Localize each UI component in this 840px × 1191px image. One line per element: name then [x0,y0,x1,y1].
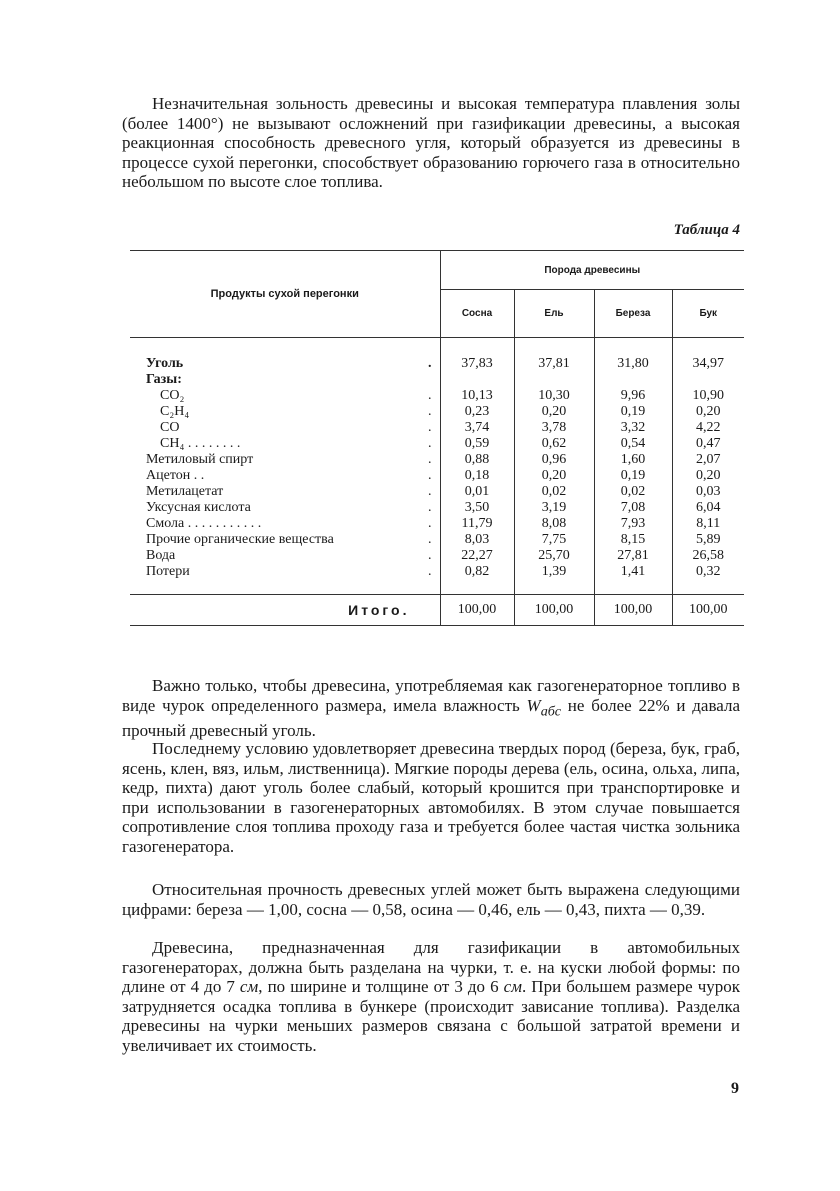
cell-value: 0,82 [440,564,514,580]
row-label-text: Уголь [146,356,184,371]
unit-cm-2: см [503,977,523,996]
table-row [130,436,744,452]
leader-dot: . [428,532,432,547]
row-label-text: Метилацетат [146,484,224,499]
paragraph-chunks [122,938,740,1055]
cell-value: 6,04 [696,500,721,515]
row-label [130,532,440,548]
row-label [130,452,440,468]
table-row [130,468,744,484]
table-row [130,532,744,548]
row-label-text: Смола . . . . . . . . . . . [146,516,262,531]
table-row [130,420,744,436]
paragraph-moisture [122,676,740,741]
cell-value: 0,19 [594,404,672,420]
moisture-symbol: W [526,695,541,715]
cell-value: 8,08 [514,516,594,532]
cell-value: 3,32 [594,420,672,436]
cell-value: 4,22 [696,420,721,435]
cell-value: 8,03 [440,532,514,548]
table-gap [130,580,744,595]
cell-value [672,372,744,388]
cell-value: 8,15 [594,532,672,548]
row-label [130,356,440,372]
cell-value: 31,80 [594,356,672,372]
paragraph-strength: Относительная прочность древесных углей может быть выражена следующими цифрами: береза — 1,00, сосна — 0,58, осина — 0,46, ель — 0,43, пихта — 0,39. [122,880,740,919]
cell-value: 0,02 [514,484,594,500]
moisture-subscript: абс [540,702,562,719]
row-label [130,500,440,516]
cell-value: 0,47 [696,436,721,451]
row-label-text: CO₂ [160,388,185,403]
row-label-text: Метиловый спирт [146,452,254,467]
p5-start: Древесина, предназначенная для газификации в автомобильных газогенераторах, должна быть разделана на чурки, т. е. на куски любой формы: по длине от 4 до 7 [122,938,740,996]
leader-dot: . [428,452,432,467]
row-label-text: Ацетон . . [146,468,205,483]
row-label-text: C₂H₄ [160,404,190,419]
total-value: 100,00 [514,595,594,626]
row-label [130,404,440,420]
row-label-text: CH₄ . . . . . . . . [160,436,241,451]
cell-value: 8,11 [696,516,721,531]
table-row [130,564,744,580]
table-row [130,516,744,532]
cell-value: 1,60 [594,452,672,468]
header-products: Продукты сухой перегонки [130,251,440,338]
row-label-text: Потери [146,564,190,579]
total-value: 100,00 [672,595,744,626]
leader-dot: . [428,548,432,563]
cell-value: 10,13 [440,388,514,404]
cell-value: 26,58 [692,548,724,563]
cell-value: 1,41 [594,564,672,580]
cell-value: 10,90 [692,388,724,403]
cell-value: 34,97 [692,356,724,371]
cell-value: 9,96 [594,388,672,404]
paragraph-intro: Незначительная зольность древесины и высокая температура плавления золы (более 1400°) не вызывают осложнений при газификации древесины, а высокая реакционная способность древесного угля, который образуется из древесины в процессе сухой перегонки, способствует образованию горючего газа в относительно небольшом по высоте слое топлива. [122,94,740,191]
leader-dot: . [428,356,432,371]
cell-value: 2,07 [696,452,721,467]
row-label [130,372,440,388]
cell-value: 27,81 [594,548,672,564]
table-row [130,484,744,500]
cell-value [594,372,672,388]
p5-mid: , по ширине и толщине от 3 до 6 [258,977,504,996]
cell-value: 0,96 [514,452,594,468]
row-label-text: Газы: [146,372,182,387]
cell-value: 10,30 [514,388,594,404]
p2-start: Важно только, чтобы древесина, употребляемая как газогенераторное топливо в виде чурок определенного размера, имела влажность [122,676,740,715]
cell-value: 3,50 [440,500,514,516]
cell-value: 0,88 [440,452,514,468]
header-col-birch: Береза [594,290,672,338]
cell-value: 0,20 [696,404,721,419]
cell-value: 1,39 [514,564,594,580]
header-col-beech: Бук [672,290,744,338]
row-label [130,468,440,484]
cell-value: 0,03 [696,484,721,499]
cell-value: 0,23 [440,404,514,420]
leader-dot: . [428,564,432,579]
total-value: 100,00 [594,595,672,626]
cell-value: 0,20 [514,404,594,420]
cell-value: 3,19 [514,500,594,516]
cell-value: 7,08 [594,500,672,516]
total-row [130,595,744,626]
table-row [130,548,744,564]
cell-value: 7,75 [514,532,594,548]
cell-value: 3,74 [440,420,514,436]
leader-dot: . [428,388,432,403]
header-col-spruce: Ель [514,290,594,338]
cell-value: 22,27 [440,548,514,564]
cell-value: 7,93 [594,516,672,532]
cell-value [440,372,514,388]
row-label [130,420,440,436]
row-label-text: Уксусная кислота [146,500,251,515]
row-label-text: Прочие органические вещества [146,532,334,547]
table-row [130,388,744,404]
page-number: 9 [731,1080,739,1097]
cell-value: 0,62 [514,436,594,452]
table-row [130,452,744,468]
p5-end: . При большем размере чурок затрудняется осадка топлива в бункере (происходит зависание топлива). Разделка древесины на чурки меньших размеров связана с большой затратой времени и увеличивает их стоимость. [122,977,740,1055]
leader-dot: . [428,500,432,515]
cell-value: 0,59 [440,436,514,452]
cell-value [514,372,594,388]
p2-end: не более 22% и давала прочный древесный уголь. [122,695,741,741]
leader-dot: . [428,404,432,419]
table-caption: Таблица 4 [673,222,740,238]
cell-value: 3,78 [514,420,594,436]
row-label-text: CO [160,420,180,435]
cell-value: 0,20 [696,468,721,483]
cell-value: 37,81 [514,356,594,372]
cell-value: 25,70 [514,548,594,564]
header-wood-type: Порода древесины [440,251,744,290]
leader-dot: . [428,468,432,483]
unit-cm-1: см [239,977,259,996]
row-label-text: Вода [146,548,176,563]
cell-value: 37,83 [440,356,514,372]
table-row [130,372,744,388]
header-col-pine: Сосна [440,290,514,338]
cell-value: 11,79 [440,516,514,532]
cell-value: 5,89 [696,532,721,547]
table-body [130,338,744,626]
table-row [130,404,744,420]
cell-value: 0,54 [594,436,672,452]
row-label [130,484,440,500]
paragraph-hardwood: Последнему условию удовлетворяет древесина твердых пород (береза, бук, граб, ясень, клен, вяз, ильм, лиственница). Мягкие породы дерева (ель, осина, ольха, липа, кедр, пихта) дают уголь более слабый, который крошится при транспортировке и при использовании в газогенераторных автомобилях. В этом случае повышается сопротивление слоя топлива проходу газа и требуется более частая чистка зольника газогенератора. [122,739,740,856]
table-row [130,356,744,372]
cell-value: 0,02 [594,484,672,500]
row-label [130,388,440,404]
leader-dot: . [428,436,432,451]
cell-value: 0,01 [440,484,514,500]
dry-distillation-table [130,250,744,626]
row-label [130,564,440,580]
leader-dot: . [428,516,432,531]
leader-dot: . [428,484,432,499]
total-label: Итого. [130,595,440,626]
cell-value: 0,20 [514,468,594,484]
cell-value: 0,19 [594,468,672,484]
row-label [130,436,440,452]
total-value: 100,00 [440,595,514,626]
table-row [130,500,744,516]
leader-dot: . [428,420,432,435]
cell-value: 0,18 [440,468,514,484]
row-label [130,548,440,564]
cell-value: 0,32 [696,564,721,579]
row-label [130,516,440,532]
